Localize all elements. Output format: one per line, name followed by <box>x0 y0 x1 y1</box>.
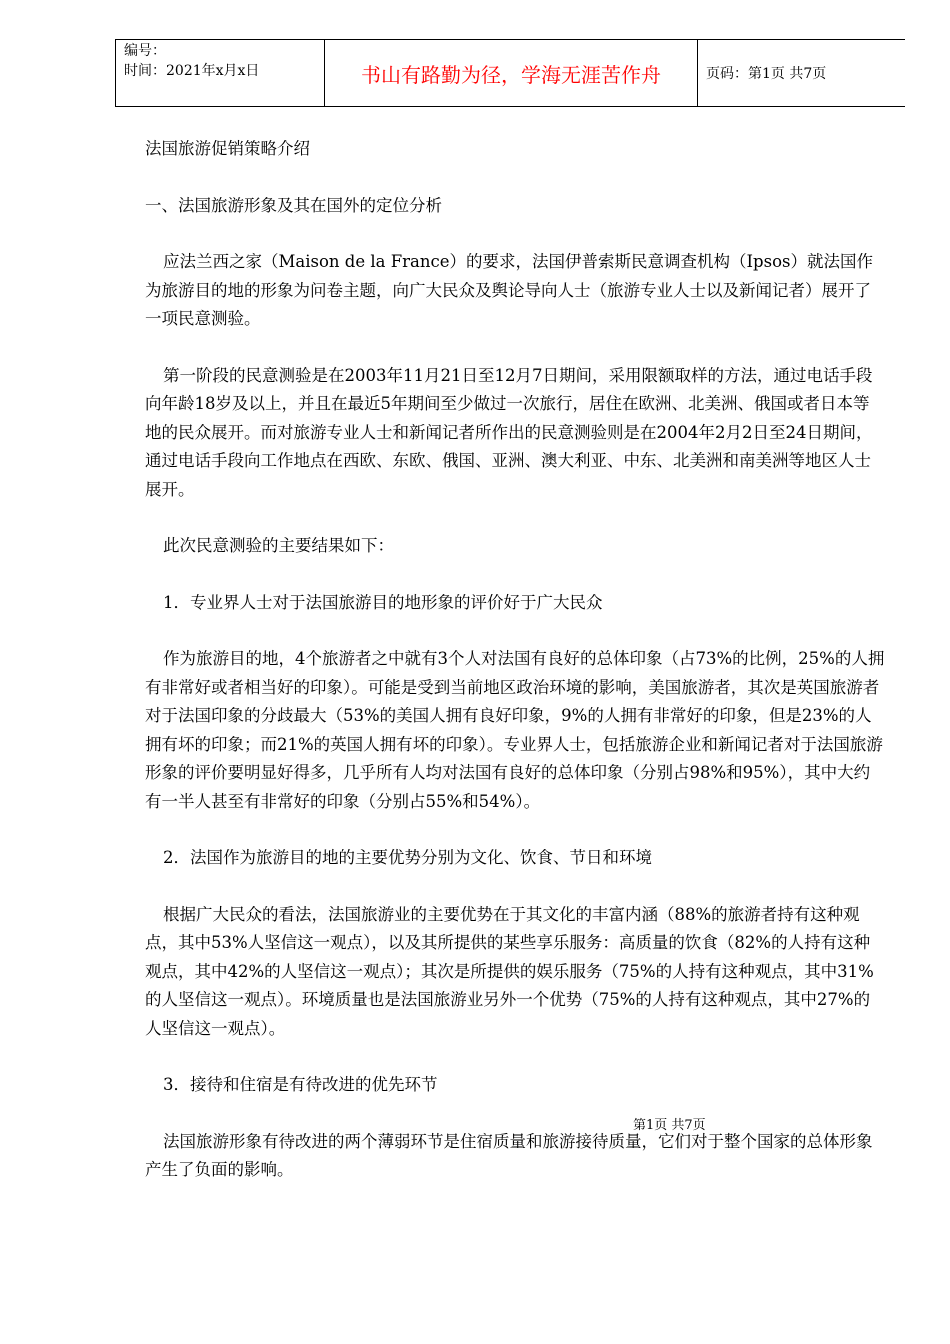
number-label: 编号： <box>124 43 166 59</box>
page-label: 页码：第1页 共7页 <box>698 40 906 107</box>
item-heading: 2．法国作为旅游目的地的主要优势分别为文化、饮食、节日和环境 <box>163 848 652 867</box>
page-footer: 第1页 共7页 <box>633 1118 706 1133</box>
paragraph: 根据广大民众的看法，法国旅游业的主要优势在于其文化的丰富内涵（88%的旅游者持有这种观点，其中53%人坚信这一观点），以及其所提供的某些享乐服务：高质量的饮食（82%的人持有这种观点，其中42%的人坚信这一观点）；其次是所提供的娱乐服务（75%的人持有这种观点，其中31%的人坚信这一观点）。环境质量也是法国旅游业另外一个优势（75%的人持有这种观点，其中27%的人坚信这一观点）。 <box>145 904 874 1038</box>
paragraph: 此次民意测验的主要结果如下： <box>163 536 394 555</box>
paragraph: 作为旅游目的地，4个旅游者之中就有3个人对法国有良好的总体印象（占73%的比例，25%的人拥有非常好或者相当好的印象）。可能是受到当前地区政治环境的影响，美国旅游者，其次是英国旅游者对于法国印象的分歧最大（53%的美国人拥有良好印象，9%的人拥有非常好的印象，但是23%的人拥有坏的印象；而21%的英国人拥有坏的印象）。专业界人士，包括旅游企业和新闻记者对于法国旅游形象的评价要明显好得多，几乎所有人均对法国有良好的总体印象（分别占98%和95%），其中大约有一半人甚至有非常好的印象（分别占55%和54%）。 <box>145 649 885 811</box>
document-title: 法国旅游促销策略介绍 <box>145 139 310 158</box>
header-table <box>115 39 905 107</box>
section-heading: 一、法国旅游形象及其在国外的定位分析 <box>145 195 442 215</box>
item-heading: 3．接待和住宿是有待改进的优先环节 <box>163 1075 438 1094</box>
document-body <box>145 135 885 1213</box>
paragraph: 第一阶段的民意测验是在2003年11月21日至12月7日期间，采用限额取样的方法，通过电话手段向年龄18岁及以上，并且在最近5年期间至少做过一次旅行，居住在欧洲、北美洲、俄国或者日本等地的民众展开。而对旅游专业人士和新闻记者所作出的民意测验则是在2004年2月2日至24日期间，通过电话手段向工作地点在西欧、东欧、俄国、亚洲、澳大利亚、中东、北美洲和南美洲等地区人士展开。 <box>145 365 873 499</box>
item-heading: 1．专业界人士对于法国旅游目的地形象的评价好于广大民众 <box>163 592 603 612</box>
header-info-cell <box>116 40 325 107</box>
motto: 书山有路勤为径，学海无涯苦作舟 <box>325 40 698 107</box>
date-label: 时间：2021年x月x日 <box>124 63 260 79</box>
paragraph: 法国旅游形象有待改进的两个薄弱环节是住宿质量和旅游接待质量，它们对于整个国家的总体形象产生了负面的影响。 <box>145 1131 873 1179</box>
paragraph: 应法兰西之家（Maison de la France）的要求，法国伊普索斯民意调查机构（Ipsos）就法国作为旅游目的地的形象为问卷主题，向广大民众及舆论导向人士（旅游专业人士以及新闻记者）展开了一项民意测验。 <box>145 252 873 328</box>
